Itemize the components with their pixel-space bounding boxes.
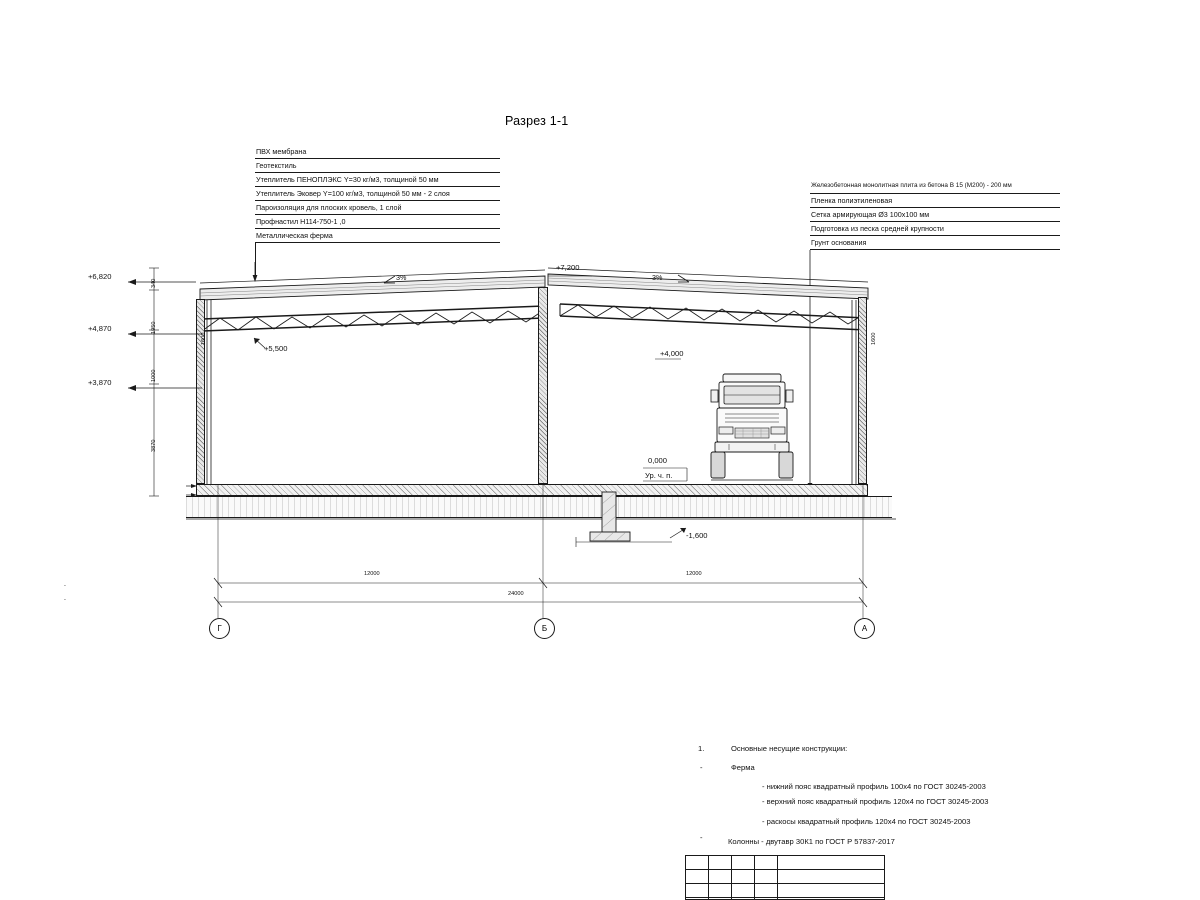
truss-right [556,292,874,348]
notes-bullet-1: - [700,763,703,772]
column-right [849,300,859,485]
vertical-dimension-chain [140,268,170,498]
notes-number: 1. [698,744,705,753]
dimension-total [180,591,880,610]
level-mark-4870: +4,870 [88,324,112,333]
stamp-vline-1 [708,855,709,900]
truss-left [196,296,556,348]
notes-item-1: - нижний пояс квадратный профиль 100х4 по ГОСТ 30245-2003 [762,782,986,791]
vdim-1950: 1950 [151,321,157,334]
axis-extension-lines [180,484,880,634]
truck-illustration [705,370,815,488]
roof-spec-line-5: Пароизоляция для плоских кровель, 1 слой [255,203,500,215]
axis-bubble-b: Б [534,618,555,639]
roof-spec-line-3: Утеплитель ПЕНОПЛЭКС Y=30 кг/м3, толщиной 50 мм [255,175,500,187]
stamp-vline-3 [754,855,755,900]
roof-spec-line-2: Геотекстиль [255,161,500,173]
stamp-hline-2 [685,883,885,884]
level-mark-floor-label: Ур. ч. п. [645,471,673,480]
floor-spec-line-2: Пленка полиэтиленовая [810,196,1060,208]
floor-spec-line-1: Железобетонная монолитная плита из бетона В 15 (М200) - 200 мм [810,182,1060,194]
level-arrow-5500-icon [252,336,274,354]
column-height-right: 1600 [871,332,877,345]
stamp-hline-1 [685,869,885,870]
roof-spec-line-7: Металлическая ферма [255,231,500,243]
slope-arrow-left-icon [383,274,397,286]
stray-tick-1: - [64,583,66,589]
floor-spec-line-5: Грунт основания [810,238,1060,250]
vdim-340: 340 [151,278,157,288]
notes-bullet-2: - [700,833,703,842]
slope-arrow-right-icon [676,272,692,286]
stamp-hline-3 [685,897,885,898]
level-mark-0000: 0,000 [648,456,668,465]
wall-right [858,297,867,484]
notes-heading: Основные несущие конструкции: [731,744,848,753]
level-mark-6820: +6,820 [88,272,112,281]
stamp-vline-4 [777,855,778,900]
stamp-frame [685,855,885,900]
wall-middle [538,287,548,484]
slope-label-left: 3% [396,273,407,282]
slope-label-right: 3% [652,273,663,282]
level-mark-minus1600: -1,600 [686,531,708,540]
level-leader-7200 [548,262,588,284]
roof-spec-line-4: Утеплитель Эковер Y=100 кг/м3, толщиной 50 мм - 2 слоя [255,189,500,201]
column-height-left: 1600 [201,332,207,345]
notes-item-3: - раскосы квадратный профиль 120х4 по ГОСТ 30245-2003 [762,817,971,826]
dim-bay-right: 12000 [686,571,702,577]
stray-tick-2: - [64,597,66,603]
level-mark-5500: +5,500 [264,344,288,353]
floor-spec-line-4: Подготовка из песка средней крупности [810,224,1060,236]
notes-subheading: Ферма [731,763,755,772]
level-tick-4000 [655,357,675,373]
stamp-vline-2 [731,855,732,900]
notes-item-2: - верхний пояс квадратный профиль 120х4 по ГОСТ 30245-2003 [762,797,989,806]
floor-spec-line-3: Сетка армирующая Ø3 100х100 мм [810,210,1060,222]
level-mark-3870: +3,870 [88,378,112,387]
column-left [205,300,215,485]
vdim-3870: 3870 [151,439,157,452]
axis-bubble-g: Г [209,618,230,639]
roof-spec-line-1: ПВХ мембрана [255,147,500,159]
roof-spec-line-6: Профнастил H114-750-1 ,0 [255,217,500,229]
dim-total: 24000 [508,591,524,597]
axis-bubble-a: А [854,618,875,639]
dim-bay-left: 12000 [364,571,380,577]
dimension-chain-bays [180,575,880,591]
notes-columns-line: Колонны - двутавр 30К1 по ГОСТ Р 57837-2017 [728,837,895,846]
level-mark-7200: +7,200 [556,263,580,272]
level-mark-4000: +4,000 [660,349,684,358]
page-title: Разрез 1-1 [505,114,569,128]
vdim-1000: 1000 [151,369,157,382]
